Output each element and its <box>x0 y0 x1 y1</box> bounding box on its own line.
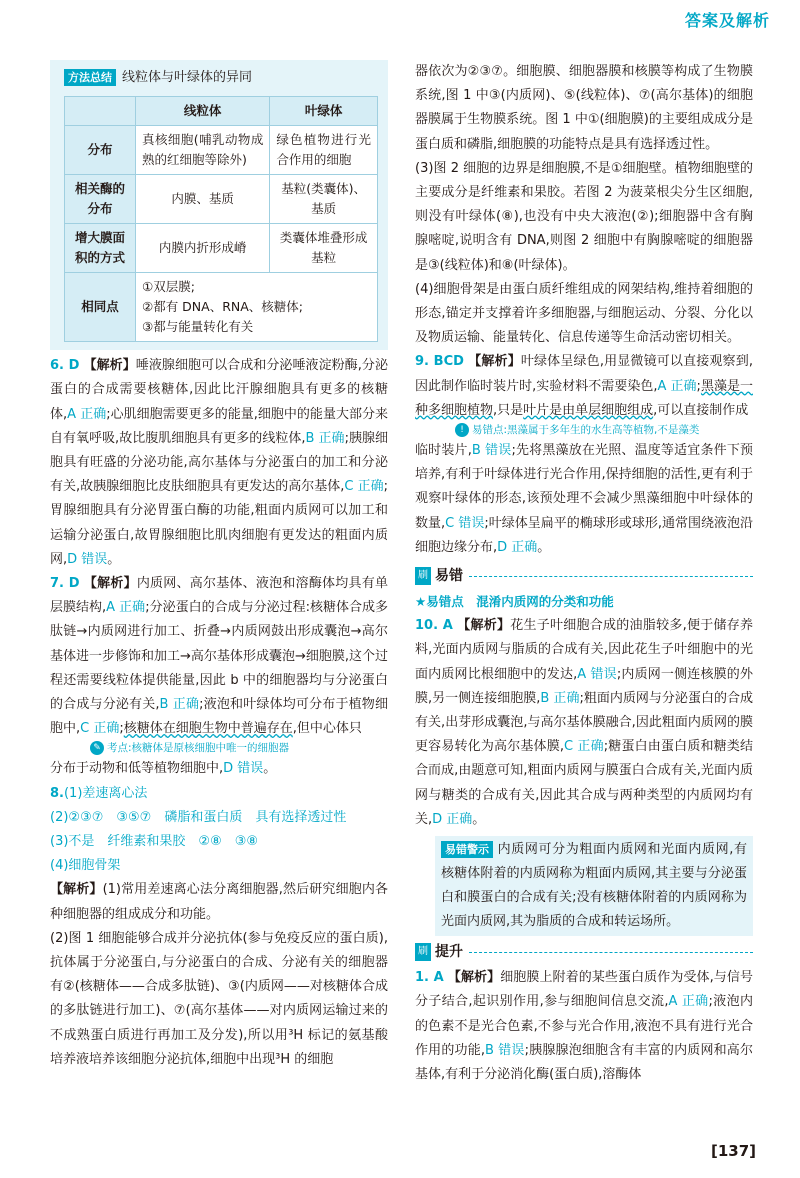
answer-text: ;叶绿体呈扁平的椭球形或球形,通常围绕液泡沿细胞边缘分布, <box>415 515 754 555</box>
question-number: 9. BCD <box>415 354 464 370</box>
option-verdict: C 正确 <box>80 721 120 737</box>
table-header-row <box>65 97 378 126</box>
error-point-heading: ★易错点 混淆内质网的分类和功能 <box>415 594 614 610</box>
brush-icon: 刷 <box>415 567 431 585</box>
comparison-table <box>64 96 378 342</box>
q8-continued: 器依次为②③⑦。细胞膜、细胞器膜和核膜等构成了生物膜系统,图 1 中③(内质网)、⑤(线粒体)、⑦(高尔基体)的细胞器膜属于生物膜系统。图 1 中①(细胞膜)的主要组成成分是蛋白质和磷脂,细胞膜的功能特点是具有选择透过性。 <box>415 64 753 152</box>
table-cell: 真核细胞(哺乳动物成熟的红细胞等除外) <box>136 126 270 175</box>
answer-text: 。 <box>472 811 486 827</box>
answer-text: ,但中心体只 <box>292 721 362 737</box>
answer-text: ;胰腺细胞具有旺盛的分泌功能,高尔基体与分泌蛋白的加工和分泌有关,故胰腺细胞比皮肤细胞具有更发达的高尔基体, <box>50 430 388 495</box>
answer-q7-cont <box>50 757 388 781</box>
option-verdict: B 错误 <box>485 1042 525 1058</box>
answer-text: ; <box>696 378 701 394</box>
underlined-text: 核糖体在细胞生物中普遍存在 <box>123 721 293 737</box>
answer-text: ;粗面内质网与分泌蛋白的合成有关,出芽形成囊泡,与高尔基体膜融合,因此粗面内质网的膜更容易转化为高尔基体膜, <box>415 690 753 755</box>
answer-q7 <box>50 572 388 741</box>
answer-text: 临时装片, <box>415 443 472 459</box>
answer-text: ;胃腺细胞具有分泌胃蛋白酶的功能,粗面内质网可以加工和运输分泌蛋白,故胃腺细胞比肌肉细胞有更发达的粗面内质网, <box>50 479 389 567</box>
option-verdict: B 正确 <box>540 690 580 706</box>
answer-text: ;先将黑藻放在光照、温度等适宜条件下预培养,有利于叶绿体进行光合作用,保持细胞的活性,更有利于观察叶绿体的形态,该预处理不会减少黑藻细胞中叶绿体的数量, <box>415 443 753 531</box>
answer-text: 花生子叶细胞合成的油脂较多,便于储存养料,光面内质网与脂质的合成有关,因此花生子叶细胞中的光面内质网比根细胞中的发达, <box>415 618 753 682</box>
answer-q9-cont <box>415 439 753 560</box>
answer-text: ,可以直接制作成 <box>653 402 749 418</box>
answer-text: 唾液腺细胞可以合成和分泌唾液淀粉酶,分泌蛋白的合成需要核糖体,因此比汗腺细胞具有更多的核糖体, <box>50 358 388 422</box>
section-header-errors <box>415 564 753 588</box>
answer-text: ;内质网一侧连核膜的外膜,另一侧连接细胞膜, <box>415 666 753 706</box>
table-cell: 内膜内折形成嵴 <box>136 224 270 273</box>
option-verdict: D 错误 <box>223 761 264 777</box>
option-verdict: A 正确 <box>668 994 709 1010</box>
answer-key: (1)差速离心法 <box>63 785 148 801</box>
table-row <box>65 273 378 342</box>
q8-part4: (4)细胞骨架是由蛋白质纤维组成的网架结构,维持着细胞的形态,锚定并支撑着许多细胞器,与细胞运动、分裂、分化以及物质运输、能量转化、信息传递等生命活动密切相关。 <box>415 281 753 346</box>
answer-text: ;液泡内的色素不是光合色素,不参与光合作用,液泡不具有进行光合作用的功能, <box>415 994 753 1058</box>
answer-text: ;分泌蛋白的合成与分泌过程:核糖体合成多肽链→内质网进行加工、折叠→内质网鼓出形成囊泡→高尔基体进一步修饰和加工→高尔基体形成囊泡→细胞膜,这个过程还需要线粒体提供能量,因此 b 中的细胞器均与分泌蛋白的合成与分泌有关, <box>50 600 389 713</box>
answer-text: 。 <box>537 539 551 555</box>
note-text: 易错点:黑藻属于多年生的水生高等植物,不是藻类 <box>472 424 700 437</box>
question-number: 8. <box>50 785 64 801</box>
answer-text: 分布于动物和低等植物细胞中, <box>50 761 224 777</box>
analysis-tag: 【解析】 <box>447 970 501 986</box>
option-verdict: B 正确 <box>159 697 200 713</box>
table-row <box>65 224 378 273</box>
answer-text: (1)常用差速离心法分离细胞器,然后研究细胞内各种细胞器的组成成分和功能。 <box>50 882 388 922</box>
q8-answer-line: (2)②③⑦ ③⑤⑦ 磷脂和蛋白质 具有选择透过性 <box>50 809 347 825</box>
table-row <box>65 126 378 175</box>
option-verdict: A 正确 <box>657 378 697 394</box>
answer-text: 。 <box>107 551 121 567</box>
method-summary-box <box>50 60 388 350</box>
option-verdict: D 正确 <box>497 539 538 555</box>
analysis-tag: 【解析】 <box>50 882 103 898</box>
question-number: 7. D <box>50 576 80 592</box>
header-title: 答案及解析 <box>684 11 770 30</box>
row-label: 相关酶的分布 <box>65 175 136 224</box>
q8-answer-line: (3)不是 纤维素和果胶 ②⑧ ③⑧ <box>50 834 259 850</box>
question-number: 1. A <box>415 970 444 986</box>
row-label: 相同点 <box>65 273 136 342</box>
answer-text: 。 <box>263 761 277 777</box>
section-title: 提升 <box>435 944 463 960</box>
table-corner <box>65 97 136 126</box>
answer-q9 <box>415 350 753 423</box>
common-point: ①双层膜; <box>142 279 195 295</box>
row-label: 增大膜面积的方式 <box>65 224 136 273</box>
table-cell: 类囊体堆叠形成基粒 <box>270 224 378 273</box>
page-number-value: 137 <box>717 1142 750 1160</box>
answer-text: ; <box>119 721 124 737</box>
analysis-tag: 【解析】 <box>83 358 136 374</box>
margin-note <box>415 423 753 437</box>
common-point: ③都与能量转化有关 <box>142 319 254 335</box>
q8-answer-line <box>50 782 388 806</box>
answer-q8 <box>50 782 388 1072</box>
error-warning-box <box>435 836 753 936</box>
option-verdict: D 正确 <box>432 811 473 827</box>
section-title: 易错 <box>435 567 463 584</box>
q8-answer-line: (4)细胞骨架 <box>50 858 121 874</box>
answer-text: ;液泡和叶绿体均可分布于植物细胞中, <box>50 697 388 737</box>
answer-text: 细胞膜上附着的某些蛋白质作为受体,与信号分子结合,起识别作用,参与细胞间信息交流, <box>415 970 753 1010</box>
table-row <box>65 175 378 224</box>
question-number: 6. D <box>50 358 80 374</box>
section-divider <box>469 575 753 577</box>
note-text: 考点:核糖体是原核细胞中唯一的细胞器 <box>107 742 290 755</box>
underlined-text: 叶片是由单层细胞组成 <box>523 402 654 418</box>
page-number: [137] <box>710 1142 756 1160</box>
option-verdict: B 正确 <box>305 430 345 446</box>
option-verdict: C 错误 <box>445 515 485 531</box>
left-column <box>50 60 388 1072</box>
table-cell: 内膜、基质 <box>136 175 270 224</box>
analysis-tag: 【解析】 <box>83 576 137 592</box>
note-icon: ✎ <box>90 741 104 755</box>
option-verdict: C 正确 <box>564 739 604 755</box>
analysis-tag: 【解析】 <box>457 618 511 634</box>
q8-analysis-2: (2)图 1 细胞能够合成并分泌抗体(参与免疫反应的蛋白质),抗体属于分泌蛋白,与分泌蛋白的合成、分泌有关的细胞器有②(核糖体——合成多肽链)、③(内质网——对核糖体合成的多肽链进行加工)、⑦(高尔基体——对内质网运输过来的不成熟蛋白质进行再加工及分发),所以用³H 标记的氨基酸培养液培养该细胞分泌抗体,细胞中出现³H 的细胞 <box>50 930 388 1067</box>
brush-icon: 刷 <box>415 943 431 961</box>
method-box-title: 线粒体与叶绿体的异同 <box>122 70 253 85</box>
option-verdict: B 错误 <box>471 443 512 459</box>
answer-text: ;胰腺腺泡细胞含有丰富的内质网和高尔基体,有利于分泌消化酶(蛋白质),溶酶体 <box>415 1042 753 1082</box>
right-column <box>415 60 753 1087</box>
table-cell: 绿色植物进行光合作用的细胞 <box>270 126 378 175</box>
warning-badge: 易错警示 <box>441 841 493 858</box>
answer-improve-q1 <box>415 966 753 1087</box>
margin-note <box>50 741 388 755</box>
q8-analysis <box>50 878 388 926</box>
table-cell: 基粒(类囊体)、基质 <box>270 175 378 224</box>
answer-text: 内质网、高尔基体、液泡和溶酶体均具有单层膜结构, <box>50 576 388 616</box>
method-box-heading <box>64 66 378 90</box>
analysis-tag: 【解析】 <box>468 354 521 370</box>
answer-text: ;糖蛋白由蛋白质和糖类结合而成,由题意可知,粗面内质网与膜蛋白合成有关,光面内质网与糖类的合成有关,因此其合成与两种类型的内质网均有关, <box>415 739 754 827</box>
method-badge: 方法总结 <box>64 69 116 86</box>
question-number: 10. A <box>415 618 453 634</box>
common-point: ②都有 DNA、RNA、核糖体; <box>142 299 304 315</box>
answer-text: ,只是 <box>493 402 524 418</box>
note-icon: ! <box>455 423 469 437</box>
q8-part3: (3)图 2 细胞的边界是细胞膜,不是①细胞壁。植物细胞壁的主要成分是纤维素和果胶。若图 2 为菠菜根尖分生区细胞,则没有叶绿体(⑧),也没有中央大液泡(②);细胞器中含有胸腺嘧啶,说明含有 DNA,则图 2 细胞中有胸腺嘧啶的细胞器是③(线粒体)和⑧(叶绿体)。 <box>415 160 753 273</box>
col-header-mitochondria: 线粒体 <box>136 97 270 126</box>
option-verdict: D 错误 <box>67 551 108 567</box>
row-label: 分布 <box>65 126 136 175</box>
common-points-cell <box>136 273 378 342</box>
option-verdict: A 错误 <box>577 666 617 682</box>
warning-text: 内质网可分为粗面内质网和光面内质网,有核糖体附着的内质网称为粗面内质网,其主要与分泌蛋白和膜蛋白的合成有关;没有核糖体附着的内质网称为光面内质网,其为脂质的合成和转运场所。 <box>441 842 747 930</box>
answer-q6 <box>50 354 388 572</box>
answer-text: 叶绿体呈绿色,用显微镜可以直接观察到,因此制作临时装片时,实验材料不需要染色, <box>415 354 753 394</box>
col-header-chloroplast: 叶绿体 <box>270 97 378 126</box>
underlined-text: 黑藻是一种多细胞植物 <box>415 378 753 418</box>
option-verdict: A 正确 <box>106 600 146 616</box>
answer-text: ;心肌细胞需要更多的能量,细胞中的能量大部分来自有氧呼吸,故比腹肌细胞具有更多的线粒体, <box>50 406 388 446</box>
section-divider <box>469 951 753 953</box>
answer-q10 <box>415 614 753 832</box>
section-header-improve <box>415 940 753 964</box>
option-verdict: C 正确 <box>344 479 384 495</box>
option-verdict: A 正确 <box>67 406 107 422</box>
